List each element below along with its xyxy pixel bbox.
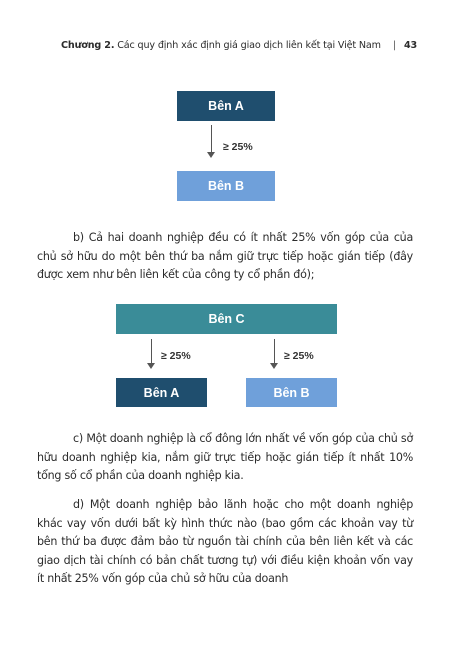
left-arrow-label: ≥ 25% — [161, 350, 191, 362]
box-ben-b-2: Bên B — [246, 378, 337, 407]
right-arrow-label: ≥ 25% — [284, 350, 314, 362]
box-ben-c: Bên C — [116, 304, 337, 334]
header-separator: | — [392, 40, 396, 51]
box-ben-a: Bên A — [177, 91, 275, 121]
paragraph-d: d) Một doanh nghiệp bảo lãnh hoặc cho một doanh nghiệp khác vay vốn dưới bất kỳ hình thức nào (bao gồm các khoản vay từ bên thứ ba được đảm bảo từ nguồn tài chính của bên liên kết và các giao dịch tài chính có bản chất tương tự) với điều kiện khoản vốn vay ít nhất 25% vốn góp của chủ sở hữu của doanh — [37, 498, 413, 586]
arrow-label: ≥ 25% — [223, 141, 253, 153]
chapter-label: Chương 2. — [61, 40, 115, 51]
arrow-down-right-icon — [270, 339, 280, 369]
page-number: 43 — [403, 40, 417, 51]
arrow-down-icon — [207, 125, 217, 158]
box-ben-a-2: Bên A — [116, 378, 207, 407]
arrow-down-left-icon — [147, 339, 157, 369]
paragraph-c: c) Một doanh nghiệp là cổ đông lớn nhất về vốn góp của chủ sở hữu doanh nghiệp kia, nắm giữ trực tiếp hoặc gián tiếp ít nhất 10% tổng số cổ phần của doanh nghiệp kia. — [37, 432, 413, 483]
chapter-title: Các quy định xác định giá giao dịch liên kết tại Việt Nam — [117, 40, 381, 51]
paragraph-b: b) Cả hai doanh nghiệp đều có ít nhất 25% vốn góp của của chủ sở hữu do một bên thứ ba nắm giữ trực tiếp hoặc gián tiếp (đây được xem như bên liên kết của công ty cổ phần đó); — [37, 231, 413, 282]
box-ben-b: Bên B — [177, 171, 275, 201]
page-header — [20, 40, 417, 51]
